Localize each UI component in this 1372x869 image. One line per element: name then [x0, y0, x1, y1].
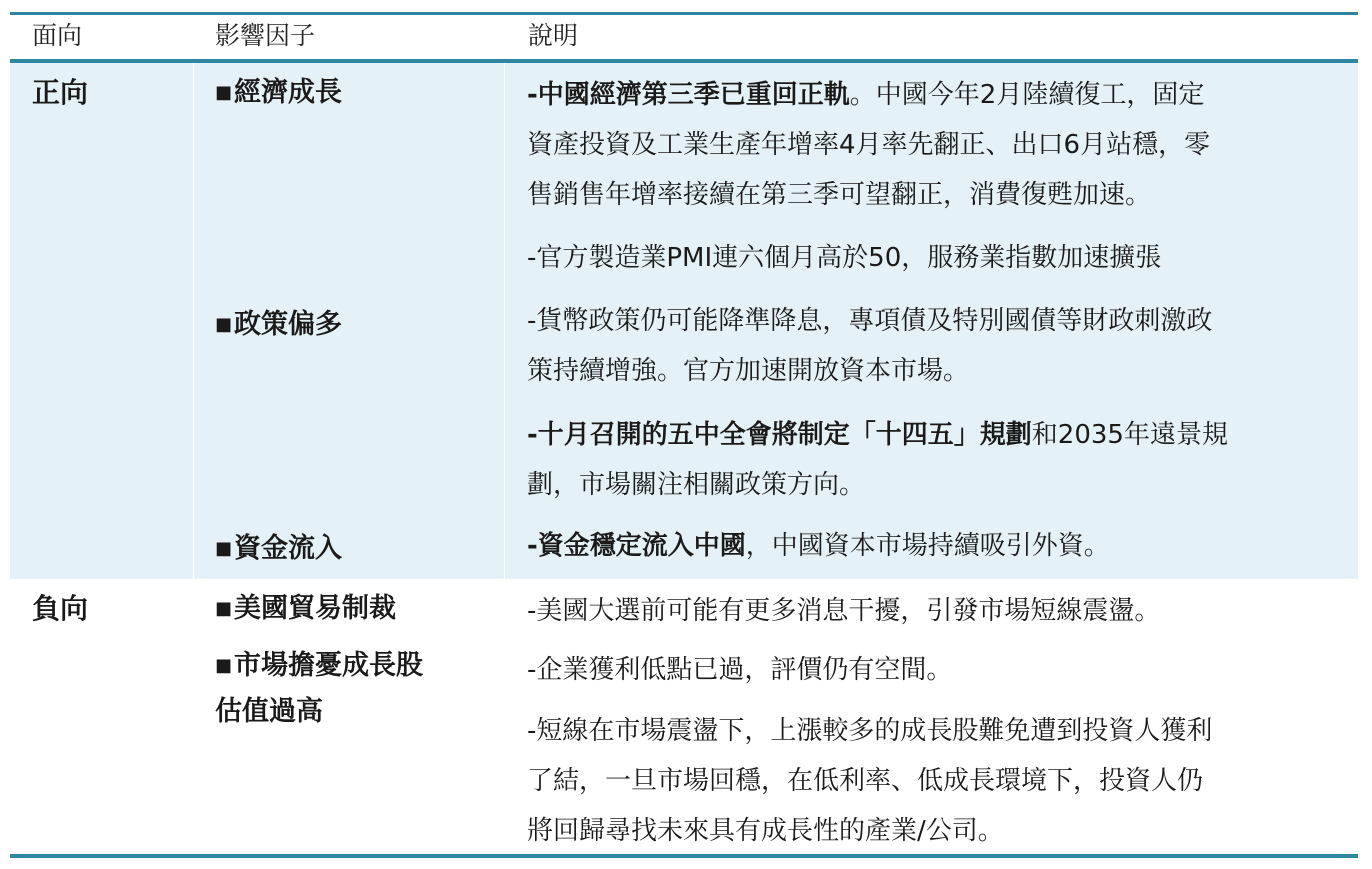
desc-text: 將回歸尋找未來具有成長性的產業/公司。: [527, 816, 1004, 846]
factor-label: 政策偏多: [234, 309, 343, 340]
header-factor: 影響因子: [215, 21, 316, 50]
factor-label: 資金流入: [234, 533, 343, 564]
factor-label: 市場擔憂成長股: [234, 650, 424, 681]
bullet-icon: ■: [215, 82, 233, 103]
desc-text: 劃，市場關注相關政策方向。: [527, 470, 866, 500]
desc-earnings: -企業獲利低點已過，評價仍有空間。: [527, 655, 953, 685]
positive-label: 正向: [32, 76, 89, 109]
bullet-icon: ■: [215, 655, 233, 676]
factor-capital-inflow: [215, 526, 342, 572]
factor-growth-valuation: [215, 643, 423, 735]
desc-text: 。中國今年2月陸續復工，固定: [849, 80, 1205, 110]
factor-table: [10, 0, 1358, 869]
table-bottom-rule: [10, 854, 1358, 858]
desc-text: 了結，一旦市場回穩，在低利率、低成長環境下，投資人仍: [527, 766, 1204, 796]
header-aspect: 面向: [32, 21, 83, 50]
desc-text: ，中國資本市場持續吸引外資。: [745, 531, 1110, 561]
bullet-icon: ■: [215, 598, 233, 619]
desc-text: 策持續增強。官方加速開放資本市場。: [527, 356, 970, 386]
desc-bold: -資金穩定流入中國: [527, 531, 746, 561]
desc-capital-inflow: [527, 521, 1110, 571]
bullet-icon: ■: [215, 314, 233, 335]
factor-us-sanctions: [215, 586, 396, 632]
header-desc: 說明: [528, 21, 579, 50]
negative-label: 負向: [32, 592, 89, 625]
desc-text: 售銷售年增率接續在第三季可望翻正，消費復甦加速。: [527, 180, 1152, 210]
desc-pmi: -官方製造業PMI連六個月高於50，服務業指數加速擴張: [527, 243, 1162, 273]
desc-bold: -中國經濟第三季已重回正軌: [527, 80, 850, 110]
column-divider: [193, 63, 194, 579]
desc-us-election: -美國大選前可能有更多消息干擾，引發市場短線震盪。: [527, 596, 1161, 626]
factor-policy: [215, 302, 342, 348]
desc-text: 資產投資及工業生產年增率4月率先翻正、出口6月站穩，零: [527, 130, 1211, 160]
factor-economic-growth: [215, 70, 342, 116]
desc-china-economy: [527, 70, 1210, 220]
bullet-icon: ■: [215, 538, 233, 559]
desc-monetary-policy: [527, 296, 1212, 396]
desc-text: 和2035年遠景規: [1031, 420, 1228, 450]
factor-label: 估值過高: [215, 696, 323, 727]
desc-five-year-plan: [527, 410, 1228, 510]
desc-text: -短線在市場震盪下，上漲較多的成長股難免遭到投資人獲利: [527, 716, 1213, 746]
desc-bold: -十月召開的五中全會將制定「十四五」規劃: [527, 420, 1032, 450]
factor-label: 經濟成長: [234, 77, 343, 108]
column-divider: [504, 63, 505, 579]
table-top-rule: [10, 12, 1358, 15]
factor-label: 美國貿易制裁: [234, 593, 397, 624]
desc-text: -貨幣政策仍可能降準降息，專項債及特別國債等財政刺激政: [527, 306, 1213, 336]
desc-growth-stocks: [527, 706, 1212, 856]
